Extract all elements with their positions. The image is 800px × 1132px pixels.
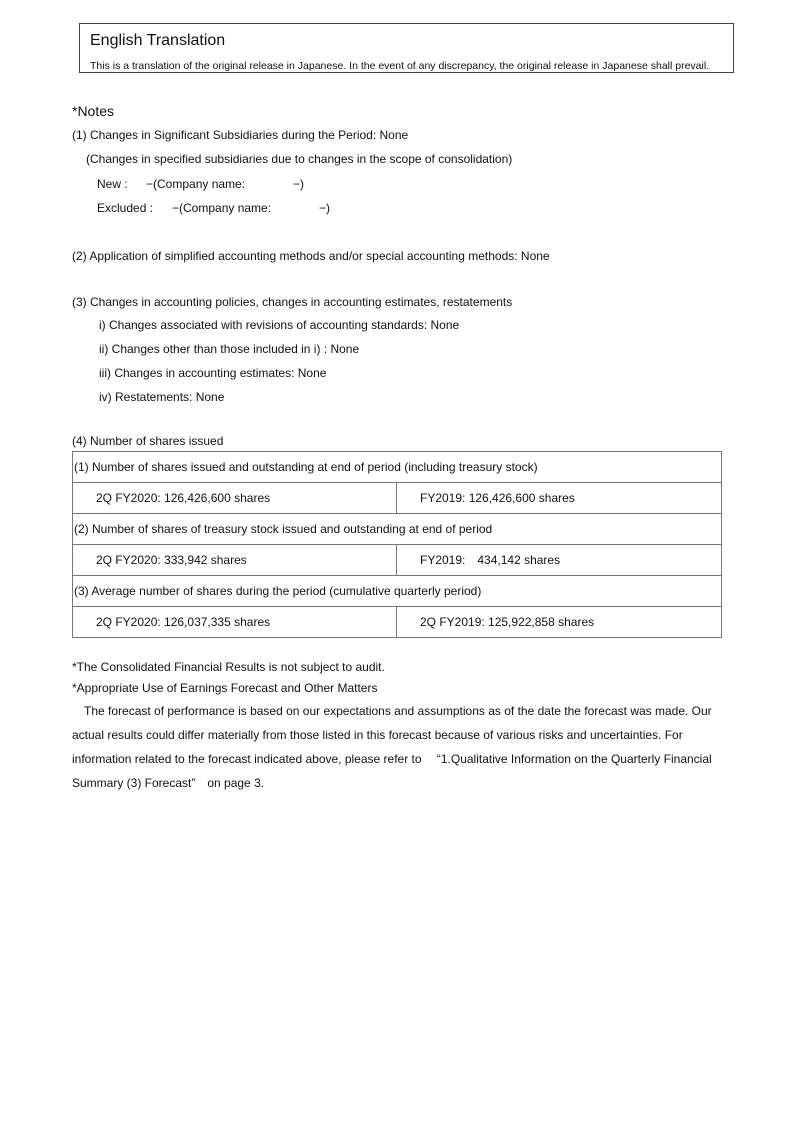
table-row xyxy=(73,607,722,638)
forecast-line: actual results could differ materially from those listed in this forecast because of various risks and uncertainties. For xyxy=(72,728,683,742)
notes-title: *Notes xyxy=(72,103,115,119)
forecast-line: Summary (3) Forecast” on page 3. xyxy=(72,776,265,790)
note3-subitem: i) Changes associated with revisions of accounting standards: None xyxy=(99,318,460,332)
table-section-header: (3) Average number of shares during the period (cumulative quarterly period) xyxy=(73,576,722,607)
table-row xyxy=(73,514,722,545)
note3-subitem: ii) Changes other than those included in i) : None xyxy=(99,342,360,356)
table-cell-current: 2Q FY2020: 333,942 shares xyxy=(73,545,397,576)
table-row xyxy=(73,452,722,483)
audit-note: *The Consolidated Financial Results is not subject to audit. xyxy=(72,660,385,674)
table-row xyxy=(73,545,722,576)
note1-excluded-close: −) xyxy=(319,201,331,215)
table-section-header: (1) Number of shares issued and outstanding at end of period (including treasury stock) xyxy=(73,452,722,483)
note1-heading: (1) Changes in Significant Subsidiaries during the Period: None xyxy=(72,128,409,142)
forecast-heading: *Appropriate Use of Earnings Forecast and Other Matters xyxy=(72,681,378,695)
note4-heading: (4) Number of shares issued xyxy=(72,434,224,448)
table-cell-prior: FY2019: 126,426,600 shares xyxy=(397,483,722,514)
table-row xyxy=(73,483,722,514)
forecast-paragraph xyxy=(72,699,732,795)
note1-new-label: New : xyxy=(97,177,128,191)
table-cell-prior: FY2019: 434,142 shares xyxy=(397,545,722,576)
note2-heading: (2) Application of simplified accounting methods and/or special accounting methods: None xyxy=(72,249,550,263)
shares-issued-table xyxy=(72,451,722,638)
note3-heading: (3) Changes in accounting policies, changes in accounting estimates, restatements xyxy=(72,295,513,309)
banner-disclaimer: This is a translation of the original release in Japanese. In the event of any discrepancy, the original release in Japanese shall prevail. xyxy=(90,60,710,72)
note3-subitem: iii) Changes in accounting estimates: None xyxy=(99,366,327,380)
table-row xyxy=(73,576,722,607)
table-cell-current: 2Q FY2020: 126,426,600 shares xyxy=(73,483,397,514)
note1-excluded-value: −(Company name: xyxy=(172,201,272,215)
forecast-line: The forecast of performance is based on our expectations and assumptions as of the date the forecast was made. Our xyxy=(72,704,712,718)
note1-excluded-label: Excluded : xyxy=(97,201,154,215)
table-cell-prior: 2Q FY2019: 125,922,858 shares xyxy=(397,607,722,638)
note3-subitem: iv) Restatements: None xyxy=(99,390,225,404)
table-section-header: (2) Number of shares of treasury stock issued and outstanding at end of period xyxy=(73,514,722,545)
table-cell-current: 2Q FY2020: 126,037,335 shares xyxy=(73,607,397,638)
banner-title: English Translation xyxy=(90,32,226,49)
english-translation-banner xyxy=(79,23,734,73)
forecast-line: information related to the forecast indicated above, please refer to “1.Qualitative Information on the Quarterly Financial xyxy=(72,752,712,766)
note1-subheading: (Changes in specified subsidiaries due to changes in the scope of consolidation) xyxy=(86,152,513,166)
note1-new-close: −) xyxy=(293,177,305,191)
note1-new-value: −(Company name: xyxy=(146,177,246,191)
